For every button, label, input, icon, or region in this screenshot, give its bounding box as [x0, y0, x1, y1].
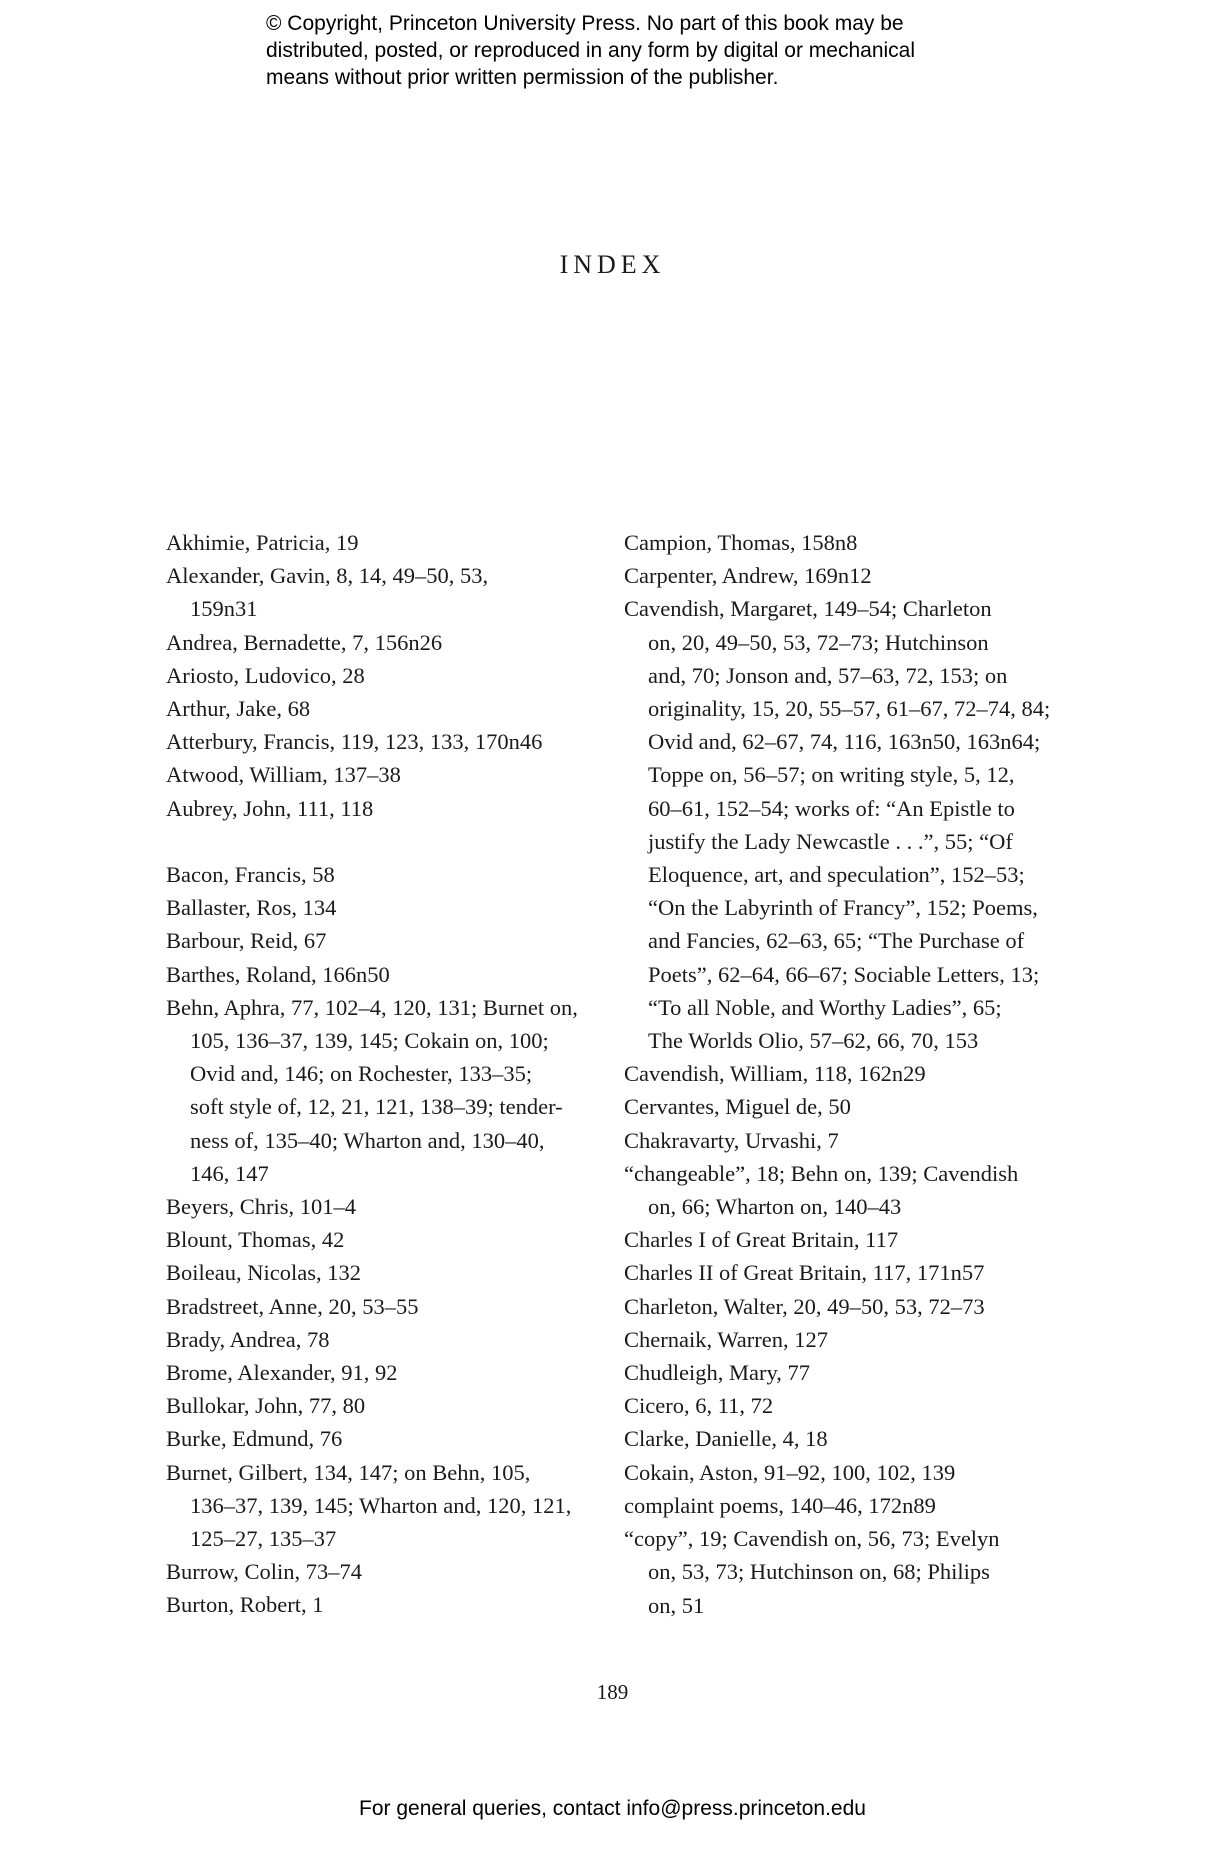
- index-entry-line: Cervantes, Miguel de, 50: [624, 1094, 851, 1120]
- index-entry-line: Burnet, Gilbert, 134, 147; on Behn, 105,: [166, 1459, 531, 1485]
- index-entry-line: Bullokar, John, 77, 80: [166, 1393, 366, 1419]
- index-entry-continuation: originality, 15, 20, 55–57, 61–67, 72–74, 84;: [648, 696, 1051, 722]
- index-entry: [624, 1323, 1064, 1356]
- index-column-right: [624, 526, 1064, 1622]
- index-entry: [166, 1422, 586, 1455]
- index-entry: [624, 1422, 1064, 1455]
- index-entry-line: Bradstreet, Anne, 20, 53–55: [166, 1293, 419, 1319]
- index-entry-continuation: and, 70; Jonson and, 57–63, 72, 153; on: [648, 662, 1008, 688]
- index-entry-line: Carpenter, Andrew, 169n12: [624, 563, 872, 589]
- index-entry-line: Beyers, Chris, 101–4: [166, 1194, 356, 1220]
- index-entry-line: Clarke, Danielle, 4, 18: [624, 1426, 828, 1452]
- index-entry-line: Blount, Thomas, 42: [166, 1227, 345, 1253]
- index-entry: [624, 1157, 1064, 1223]
- index-entry-line: “copy”, 19; Cavendish on, 56, 73; Evelyn: [624, 1526, 1000, 1552]
- index-entry: [166, 526, 586, 559]
- index-entry: [624, 1356, 1064, 1389]
- index-entry-line: Aubrey, John, 111, 118: [166, 795, 374, 821]
- index-entry-continuation: Eloquence, art, and speculation”, 152–53;: [648, 862, 1025, 888]
- index-entry: [166, 1555, 586, 1588]
- index-entry: [624, 1456, 1064, 1489]
- index-entry-continuation: on, 66; Wharton on, 140–43: [648, 1194, 902, 1220]
- index-entry-line: Cicero, 6, 11, 72: [624, 1393, 774, 1419]
- index-entry-line: Andrea, Bernadette, 7, 156n26: [166, 629, 443, 655]
- index-entry-continuation: 105, 136–37, 139, 145; Cokain on, 100;: [190, 1028, 549, 1054]
- index-entry: [166, 1588, 586, 1621]
- index-entry: [624, 559, 1064, 592]
- index-entry-continuation: The Worlds Olio, 57–62, 66, 70, 153: [648, 1028, 979, 1054]
- index-entry: [166, 958, 586, 991]
- index-entry-line: Atwood, William, 137–38: [166, 762, 401, 788]
- index-entry-continuation: 159n31: [190, 596, 258, 622]
- index-entry: [166, 659, 586, 692]
- index-entry: [624, 1290, 1064, 1323]
- index-entry: [166, 1190, 586, 1223]
- index-entry: [624, 592, 1064, 1057]
- index-entry: [166, 891, 586, 924]
- index-entry: [624, 526, 1064, 559]
- index-entry-continuation: ness of, 135–40; Wharton and, 130–40,: [190, 1127, 545, 1153]
- index-entry-line: Charleton, Walter, 20, 49–50, 53, 72–73: [624, 1293, 985, 1319]
- index-entry-line: Barbour, Reid, 67: [166, 928, 327, 954]
- index-entry: [166, 1356, 586, 1389]
- index-entry: [166, 792, 586, 825]
- index-entry-line: Burton, Robert, 1: [166, 1592, 324, 1618]
- index-entry-continuation: justify the Lady Newcastle . . .”, 55; “Of: [648, 828, 1013, 854]
- index-entry-line: Cavendish, Margaret, 149–54; Charleton: [624, 596, 992, 622]
- index-entry: [166, 1323, 586, 1356]
- copyright-line: © Copyright, Princeton University Press. No part of this book may be: [266, 12, 904, 35]
- index-entry-continuation: Poets”, 62–64, 66–67; Sociable Letters, 13;: [648, 961, 1040, 987]
- index-entry-line: Alexander, Gavin, 8, 14, 49–50, 53,: [166, 563, 489, 589]
- index-entry: [624, 1522, 1064, 1622]
- index-entry: [624, 1124, 1064, 1157]
- index-entry-continuation: on, 53, 73; Hutchinson on, 68; Philips: [648, 1559, 990, 1585]
- index-entry-line: Bacon, Francis, 58: [166, 862, 335, 888]
- index-entry-continuation: on, 20, 49–50, 53, 72–73; Hutchinson: [648, 629, 989, 655]
- index-entry-continuation: soft style of, 12, 21, 121, 138–39; tender-: [190, 1094, 563, 1120]
- copyright-line: means without prior written permission of the publisher.: [266, 66, 779, 89]
- index-entry: [166, 1389, 586, 1422]
- index-entry-continuation: “On the Labyrinth of Francy”, 152; Poems,: [648, 895, 1038, 921]
- index-entry: [624, 1389, 1064, 1422]
- index-entry-line: Barthes, Roland, 166n50: [166, 961, 390, 987]
- index-entry-continuation: Ovid and, 62–67, 74, 116, 163n50, 163n64;: [648, 729, 1041, 755]
- index-entry-line: Boileau, Nicolas, 132: [166, 1260, 361, 1286]
- index-entry-line: Charles II of Great Britain, 117, 171n57: [624, 1260, 985, 1286]
- index-entry: [166, 924, 586, 957]
- index-entry-line: Akhimie, Patricia, 19: [166, 530, 359, 555]
- section-gap: [166, 825, 586, 858]
- index-entry-line: Ariosto, Ludovico, 28: [166, 662, 365, 688]
- index-entry-line: Chernaik, Warren, 127: [624, 1326, 828, 1352]
- index-entry-line: Chudleigh, Mary, 77: [624, 1360, 811, 1386]
- index-entry-continuation: and Fancies, 62–63, 65; “The Purchase of: [648, 928, 1025, 954]
- index-entry-line: complaint poems, 140–46, 172n89: [624, 1492, 936, 1518]
- index-entry: [166, 626, 586, 659]
- index-entry-continuation: “To all Noble, and Worthy Ladies”, 65;: [648, 994, 1002, 1020]
- index-entry: [166, 1456, 586, 1556]
- index-entry-line: Burrow, Colin, 73–74: [166, 1559, 363, 1585]
- page-number: 189: [596, 1680, 629, 1704]
- index-entry: [624, 1090, 1064, 1123]
- index-entry: [624, 1256, 1064, 1289]
- index-entry: [166, 858, 586, 891]
- index-entry-continuation: 60–61, 152–54; works of: “An Epistle to: [648, 795, 1015, 821]
- index-entry-continuation: Toppe on, 56–57; on writing style, 5, 12,: [648, 762, 1015, 788]
- index-entry-line: Cavendish, William, 118, 162n29: [624, 1061, 926, 1087]
- index-entry-line: Atterbury, Francis, 119, 123, 133, 170n46: [166, 729, 543, 755]
- index-entry-line: Cokain, Aston, 91–92, 100, 102, 139: [624, 1459, 956, 1485]
- index-entry: [166, 1256, 586, 1289]
- index-entry: [166, 725, 586, 758]
- copyright-notice: [266, 10, 1026, 91]
- index-entry-line: Chakravarty, Urvashi, 7: [624, 1127, 839, 1153]
- index-entry: [624, 1223, 1064, 1256]
- index-entry: [166, 1290, 586, 1323]
- copyright-line: distributed, posted, or reproduced in any form by digital or mechanical: [266, 39, 916, 62]
- index-entry-line: Ballaster, Ros, 134: [166, 895, 337, 921]
- index-entry-line: Campion, Thomas, 158n8: [624, 530, 858, 555]
- index-entry-line: Charles I of Great Britain, 117: [624, 1227, 899, 1253]
- index-entry: [166, 991, 586, 1190]
- index-entry-line: Brome, Alexander, 91, 92: [166, 1360, 398, 1386]
- index-entry: [624, 1489, 1064, 1522]
- index-entry: [166, 692, 586, 725]
- index-entry-line: Burke, Edmund, 76: [166, 1426, 343, 1452]
- index-entry: [166, 758, 586, 791]
- index-entry: [166, 1223, 586, 1256]
- page-title: INDEX: [559, 250, 666, 279]
- index-entry-continuation: 136–37, 139, 145; Wharton and, 120, 121,: [190, 1492, 572, 1518]
- index-column-left: [166, 526, 586, 1622]
- index-entry-continuation: Ovid and, 146; on Rochester, 133–35;: [190, 1061, 533, 1087]
- index-entry-continuation: on, 51: [648, 1592, 705, 1618]
- index-entry-continuation: 146, 147: [190, 1160, 269, 1186]
- index-entry-line: “changeable”, 18; Behn on, 139; Cavendish: [624, 1160, 1019, 1186]
- index-entry: [166, 559, 586, 625]
- index-entry-line: Behn, Aphra, 77, 102–4, 120, 131; Burnet on,: [166, 994, 578, 1020]
- footer-contact: For general queries, contact info@press.princeton.edu: [359, 1797, 866, 1820]
- index-entry: [624, 1057, 1064, 1090]
- index-entry-continuation: 125–27, 135–37: [190, 1526, 337, 1552]
- index-entry-line: Arthur, Jake, 68: [166, 696, 311, 722]
- index-entry-line: Brady, Andrea, 78: [166, 1326, 330, 1352]
